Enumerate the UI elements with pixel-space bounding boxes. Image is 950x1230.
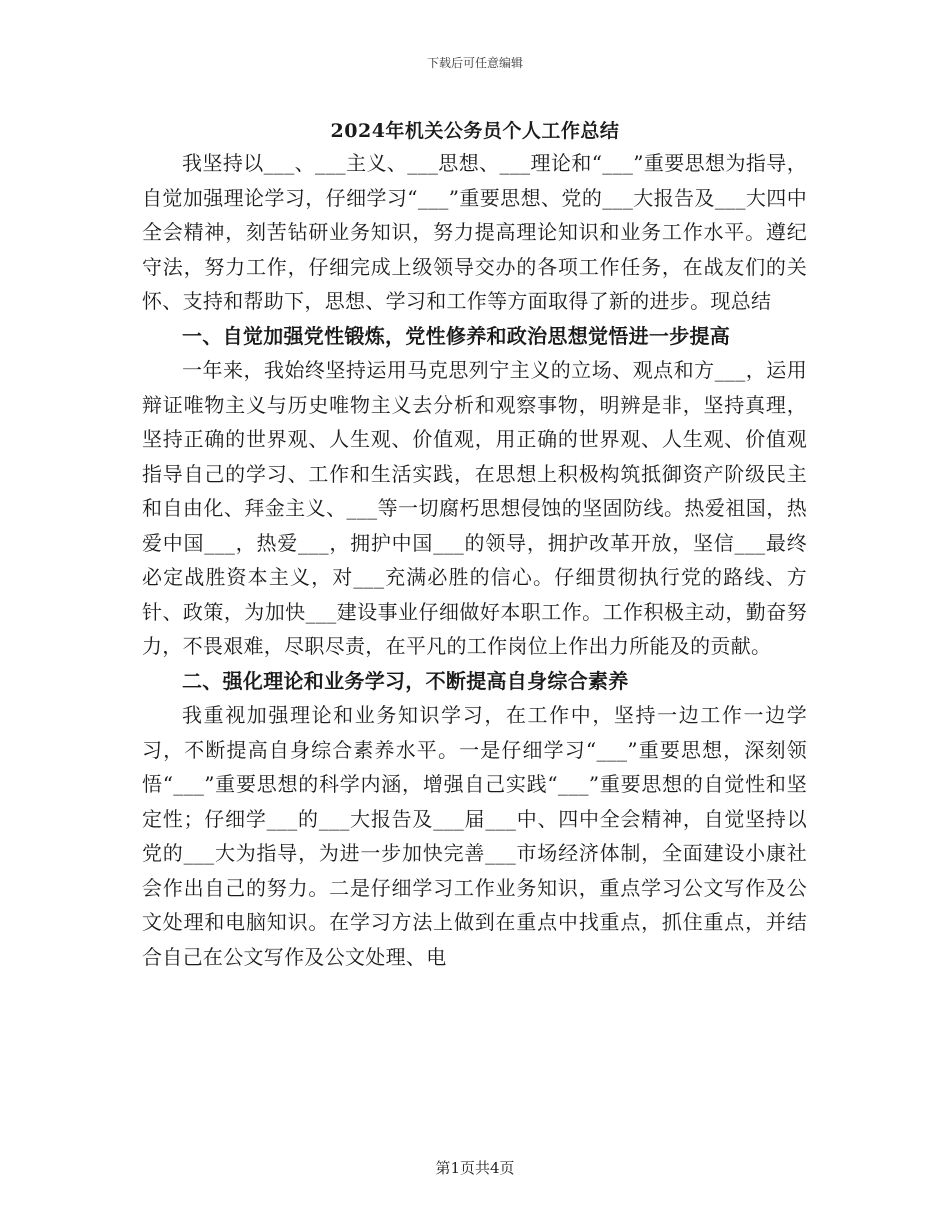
page-indicator: 第1页共4页 xyxy=(435,1159,515,1177)
section-heading-1: 一、自觉加强党性锻炼，党性修养和政治思想觉悟进一步提高 xyxy=(182,323,731,348)
section-body-2: 我重视加强理论和业务知识学习，在工作中，坚持一边工作一边学习，不断提高自身综合素养水平。一是仔细学习“___”重要思想，深刻领悟“___”重要思想的科学内涵，增强自己实践“___”重要思想的自觉性和坚定性；仔细学___的___大报告及___届___中、四中全会精神，自觉坚持以党的___大为指导，为进一步加快完善___市场经济体制，全面建设小康社会作出自己的努力。二是仔细学习工作业务知识，重点学习公文写作及公文处理和电脑知识。在学习方法上做到在重点中找重点，抓住重点，并结合自己在公文写作及公文处理、电 xyxy=(142,703,807,969)
document-title: 2024年机关公务员个人工作总结 xyxy=(330,120,620,142)
section-body-1: 一年来，我始终坚持运用马克思列宁主义的立场、观点和方___，运用辩证唯物主义与历史唯物主义去分析和观察事物，明辨是非，坚持真理，坚持正确的世界观、人生观、价值观，用正确的世界观、人生观、价值观指导自己的学习、工作和生活实践，在思想上积极构筑抵御资产阶级民主和自由化、拜金主义、___等一切腐朽思想侵蚀的坚固防线。热爱祖国，热爱中国___，热爱___，拥护中国___的领导，拥护改革开放，坚信___最终必定战胜资本主义，对___充满必胜的信心。仔细贯彻执行党的路线、方针、政策，为加快___建设事业仔细做好本职工作。工作积极主动，勤奋努力，不畏艰难，尽职尽责，在平凡的工作岗位上作出力所能及的贡献。 xyxy=(142,358,807,658)
document-body xyxy=(142,146,807,974)
section-heading-2: 二、强化理论和业务学习，不断提高自身综合素养 xyxy=(182,668,629,693)
header-note: 下载后可任意编辑 xyxy=(426,56,523,70)
intro-paragraph: 我坚持以___、___主义、___思想、___理论和“___”重要思想为指导，自觉加强理论学习，仔细学习“___”重要思想、党的___大报告及___大四中全会精神，刻苦钻研业务知识，努力提高理论知识和业务工作水平。遵纪守法，努力工作，仔细完成上级领导交办的各项工作任务，在战友们的关怀、支持和帮助下，思想、学习和工作等方面取得了新的进步。现总结 xyxy=(142,151,807,313)
